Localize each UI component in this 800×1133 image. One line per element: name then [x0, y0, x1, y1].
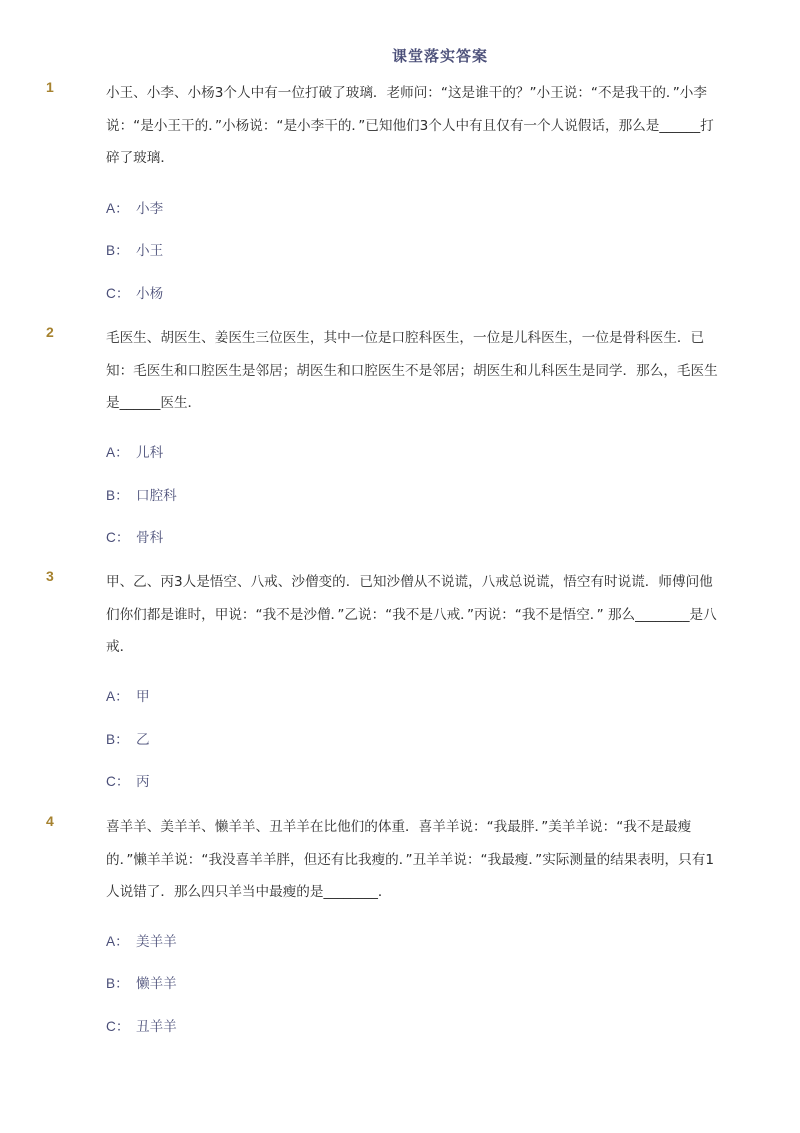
option-key: C：	[106, 530, 130, 545]
option-key: C：	[106, 1019, 130, 1034]
option-label: 口腔科	[136, 488, 177, 504]
option-b[interactable]	[106, 484, 177, 504]
option-c[interactable]	[106, 770, 150, 790]
option-key: A：	[106, 445, 129, 460]
option-c[interactable]	[106, 526, 163, 546]
option-a[interactable]	[106, 930, 177, 950]
option-b[interactable]	[106, 972, 177, 992]
option-key: B：	[106, 976, 129, 991]
option-b[interactable]	[106, 728, 150, 748]
option-label: 丑羊羊	[136, 1019, 177, 1035]
page-title: 课堂落实答案	[391, 47, 488, 65]
option-label: 儿科	[136, 445, 164, 461]
option-key: A：	[106, 689, 129, 704]
question-text: 甲、乙、丙3人是悟空、八戒、沙僧变的．已知沙僧从不说谎，八戒总说谎，悟空有时说谎．师傅问他们你们都是谁时，甲说：“我不是沙僧．”乙说：“我不是八戒．”丙说：“我不是悟空．” 那么________是八戒．	[106, 574, 717, 655]
option-c[interactable]	[106, 1015, 177, 1035]
question-text: 喜羊羊、美羊羊、懒羊羊、丑羊羊在比他们的体重．喜羊羊说：“我最胖．”美羊羊说：“我不是最瘦的．”懒羊羊说：“我没喜羊羊胖，但还有比我瘦的．”丑羊羊说：“我最瘦．”实际测量的结果表明，只有1人说错了．那么四只羊当中最瘦的是________．	[106, 819, 714, 900]
option-label: 美羊羊	[136, 934, 177, 950]
option-a[interactable]	[106, 197, 163, 217]
question-text: 小王、小李、小杨3个人中有一位打破了玻璃．老师问：“这是谁干的？”小王说：“不是我干的．”小李说：“是小王干的．”小杨说：“是小李干的．”已知他们3个人中有且仅有一个人说假话，那么是______打碎了玻璃．	[106, 85, 714, 166]
question-number: 4	[46, 813, 54, 829]
option-label: 小杨	[136, 286, 164, 302]
option-label: 懒羊羊	[136, 976, 177, 992]
option-key: C：	[106, 774, 130, 789]
option-a[interactable]	[106, 685, 150, 705]
question-number: 2	[46, 324, 54, 340]
option-label: 甲	[136, 689, 150, 705]
option-c[interactable]	[106, 282, 163, 302]
option-label: 小王	[136, 243, 164, 259]
option-key: B：	[106, 243, 129, 258]
option-label: 丙	[136, 774, 150, 790]
option-a[interactable]	[106, 441, 163, 461]
option-label: 骨科	[136, 530, 164, 546]
question-text: 毛医生、胡医生、姜医生三位医生，其中一位是口腔科医生，一位是儿科医生，一位是骨科医生．已知：毛医生和口腔医生是邻居；胡医生和口腔医生不是邻居；胡医生和儿科医生是同学．那么，毛医生是______医生．	[106, 330, 718, 411]
option-key: B：	[106, 488, 129, 503]
option-key: A：	[106, 201, 129, 216]
question-number: 1	[46, 79, 54, 95]
option-label: 小李	[136, 201, 164, 217]
option-key: B：	[106, 732, 129, 747]
option-label: 乙	[136, 732, 150, 748]
option-b[interactable]	[106, 239, 163, 259]
option-key: A：	[106, 934, 129, 949]
question-number: 3	[46, 568, 54, 584]
option-key: C：	[106, 286, 130, 301]
